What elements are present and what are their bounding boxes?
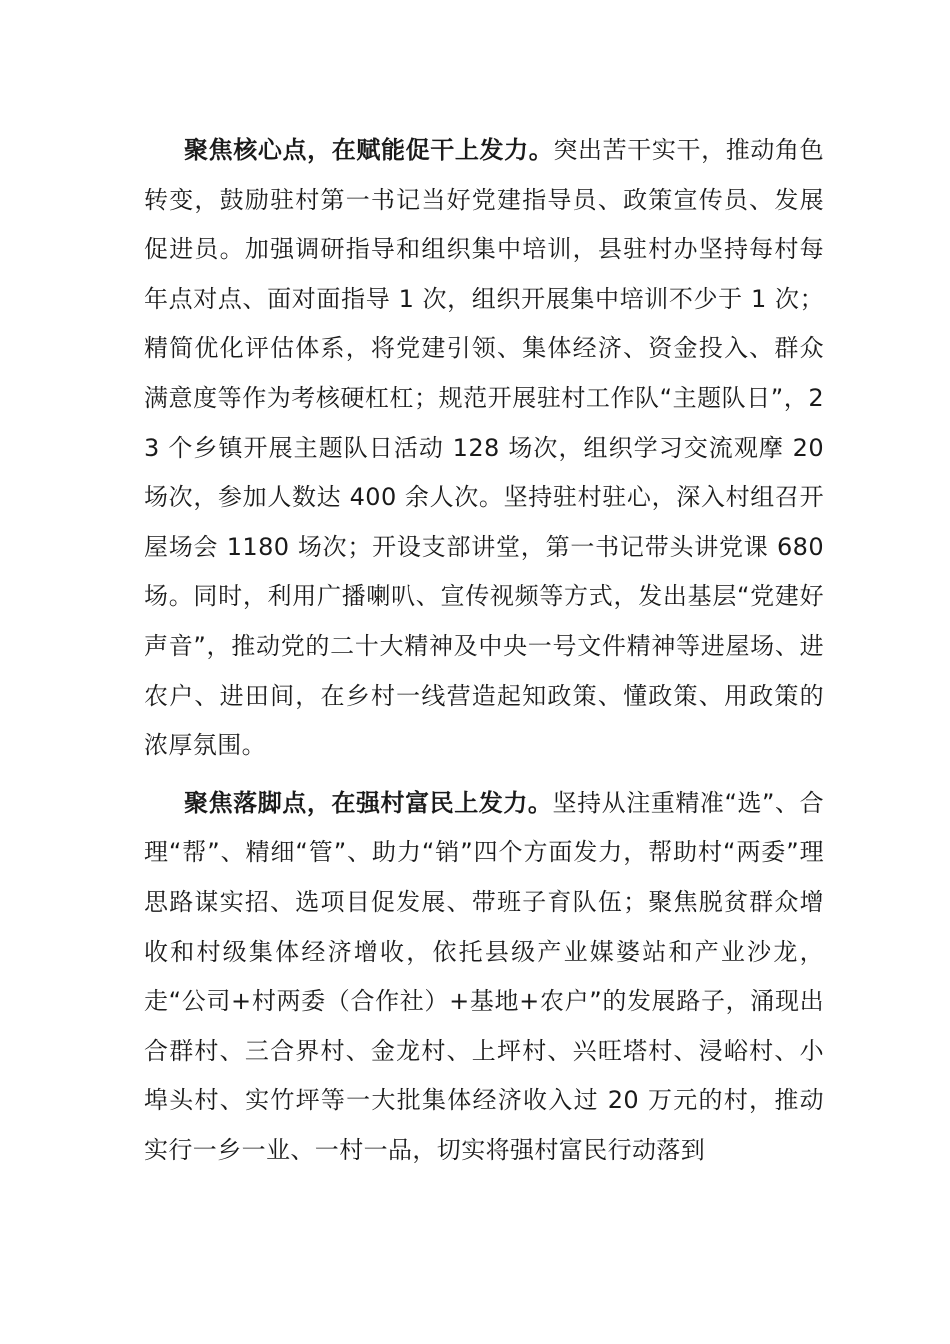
paragraph-lead-heading: 聚焦落脚点，在强村富民上发力。 xyxy=(184,788,553,817)
paragraph-empowerment xyxy=(144,126,824,771)
paragraph-lead-heading: 聚焦核心点，在赋能促干上发力。 xyxy=(184,136,554,164)
paragraph-village-prosperity xyxy=(144,779,824,1176)
paragraph-body-text: 坚持从注重精准“选”、合理“帮”、精细“管”、助力“销”四个方面发力，帮助村“两委”理思路谋实招、选项目促发展、带班子育队伍；聚焦脱贫群众增收和村级集体经济增收，依托县级产业媒婆站和产业沙龙，走“公司+村两委（合作社）+基地+农户”的发展路子，涌现出合群村、三合界村、金龙村、上坪村、兴旺塔村、浸峪村、小埠头村、实竹坪等一大批集体经济收入过 20 万元的村，推动实行一乡一业、一村一品，切实将强村富民行动落到 xyxy=(144,788,824,1164)
document-body xyxy=(144,126,824,1183)
paragraph-body-text: 突出苦干实干，推动角色转变，鼓励驻村第一书记当好党建指导员、政策宣传员、发展促进员。加强调研指导和组织集中培训，县驻村办坚持每村每年点对点、面对面指导 1 次，组织开展集中培训不少于 1 次；精简优化评估体系，将党建引领、集体经济、资金投入、群众满意度等作为考核硬杠杠；规范开展驻村工作队“主题队日”，23 个乡镇开展主题队日活动 128 场次，组织学习交流观摩 20 场次，参加人数达 400 余人次。坚持驻村驻心，深入村组召开屋场会 1180 场次；开设支部讲堂，第一书记带头讲党课 680 场。同时，利用广播喇叭、宣传视频等方式，发出基层“党建好声音”，推动党的二十大精神及中央一号文件精神等进屋场、进农户、进田间，在乡村一线营造起知政策、懂政策、用政策的浓厚氛围。 xyxy=(144,136,824,760)
